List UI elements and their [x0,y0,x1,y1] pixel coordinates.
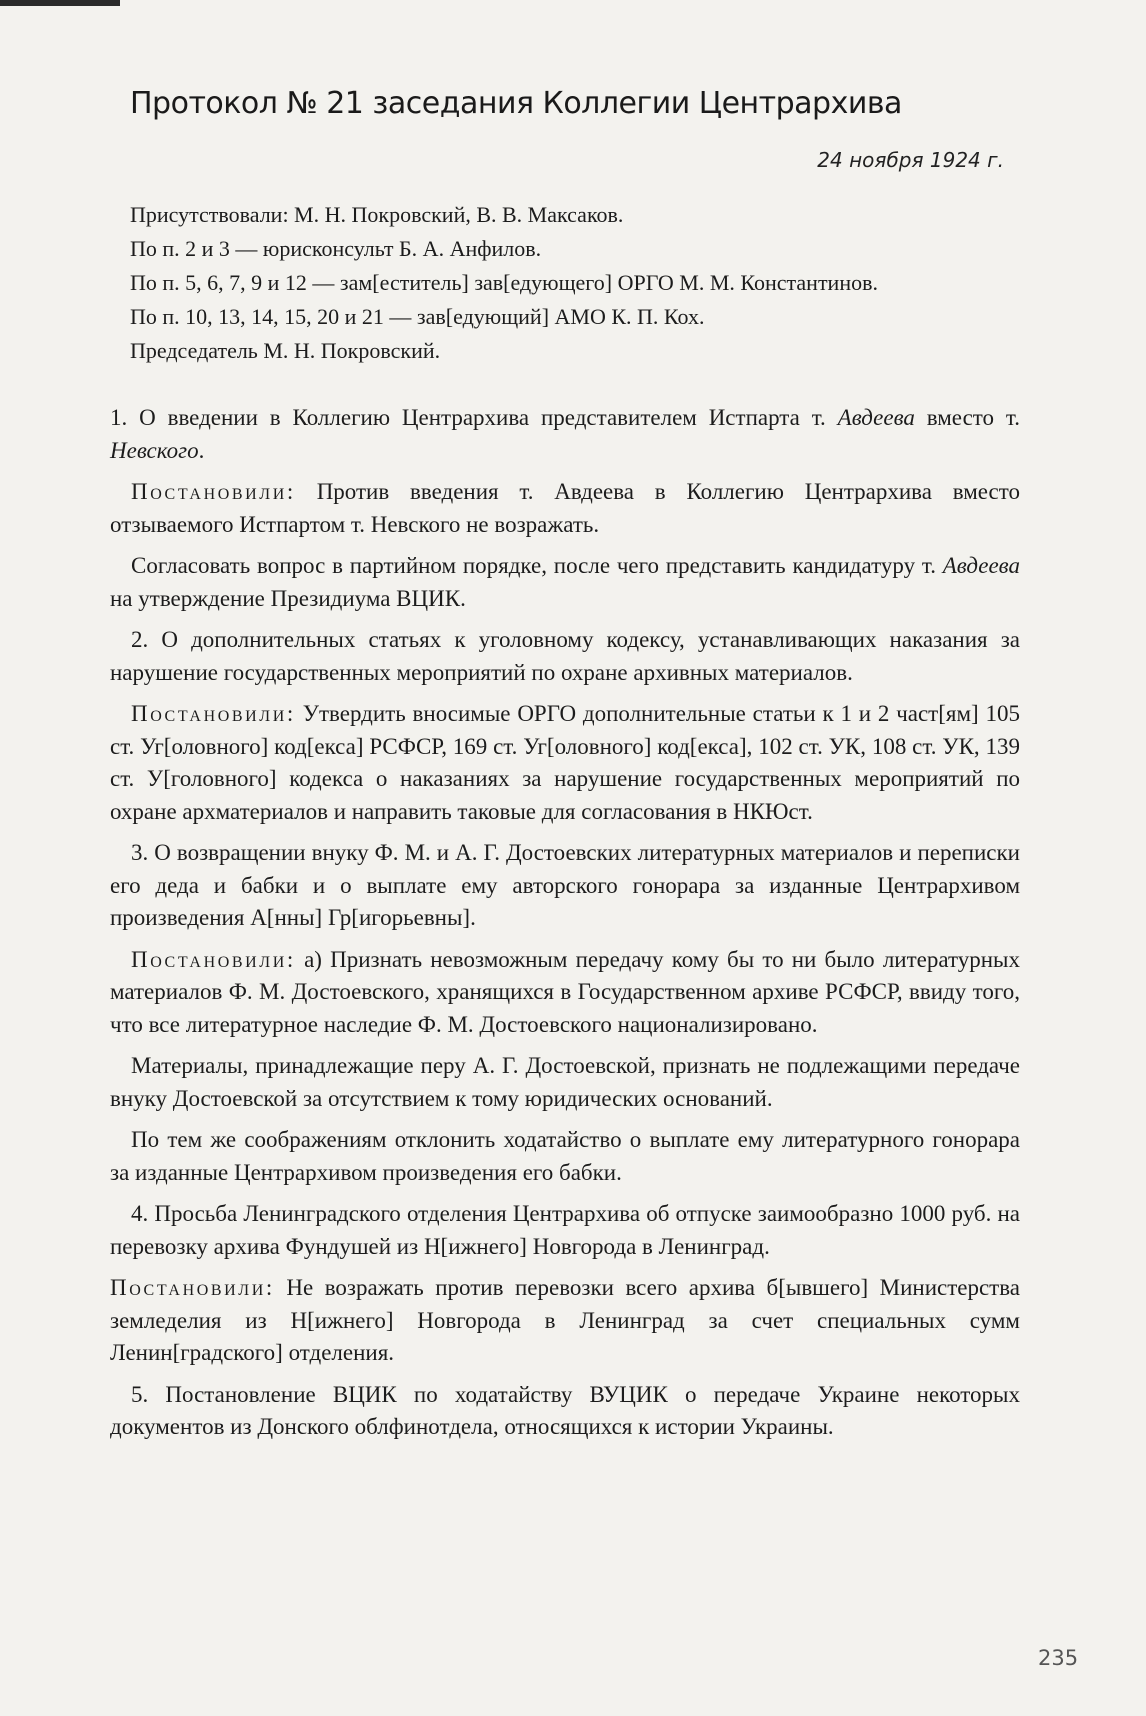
attendance-items-5-12: По п. 5, 6, 7, 9 и 12 — зам[еститель] зав[едующего] ОРГО М. М. Константинов. [130,270,878,295]
meeting-date: 24 ноября 1924 г. [817,148,1004,172]
resolved-label: Постановили: [131,479,296,504]
item-3-heading: 3. О возвращении внуку Ф. М. и А. Г. Достоевских литературных материалов и переписки его деда и бабки и о выплате ему авторского гонорара за изданные Центрархивом произведения А[нны] Гр[игорьевны]. [110,840,1020,930]
attendance-items-10-21: По п. 10, 13, 14, 15, 20 и 21 — зав[едующий] АМО К. П. Кох. [130,304,705,329]
item-4-resolution: Постановили: Не возражать против перевозки всего архива б[ывшего] Министерства земледелия из Н[ижнего] Новгорода в Ленинград за счет специальных сумм Ленин[градского] отделения. [110,1275,1020,1365]
resolved-label: Постановили: [110,1275,275,1300]
item-4-heading: 4. Просьба Ленинградского отделения Центрархива об отпуске заимообразно 1000 руб. на перевозку архива Фундушей из Н[ижнего] Новгорода в Ленинград. [110,1201,1020,1259]
item-5-heading: 5. Постановление ВЦИК по ходатайству ВУЦИК о передаче Украине некоторых документов из Донского облфинотдела, относящихся к истории Украины. [110,1381,1020,1439]
document-title: Протокол № 21 заседания Коллегии Центрархива [130,86,902,121]
item-2-heading: 2. О дополнительных статьях к уголовному кодексу, устанавливающих наказания за нарушение государственных мероприятий по охране архивных материалов. [110,627,1020,685]
item-1-heading: 1. О введении в Коллегию Центрархива представителем Истпарта т. Авдеева вместо т. Невского. [110,405,1020,463]
attendance-present: Присутствовали: М. Н. Покровский, В. В. Максаков. [130,202,624,227]
item-2-resolution: Постановили: Утвердить вносимые ОРГО дополнительные статьи к 1 и 2 част[ям] 105 ст. Уг[оловного] код[екса] РСФСР, 169 ст. Уг[оловного] код[екса], 102 ст. УК, 108 ст. УК, 139 ст. У[головного] кодекса о наказаниях за нарушение государственных мероприятий по охране архматериалов и направить таковые для согласования в НКЮст. [110,701,1020,824]
item-3-resolution: Постановили: а) Признать невозможным передачу кому бы то ни было литературных материалов Ф. М. Достоевского, хранящихся в Государственном архиве РСФСР, ввиду того, что все литературное наследие Ф. М. Достоевского национализировано. [110,946,1020,1037]
resolved-label: Постановили: [131,946,296,972]
resolved-label: Постановили: [131,701,296,726]
page-number: 235 [1038,1646,1079,1670]
attendance-list [130,198,878,368]
item-1-resolution: Постановили: Против введения т. Авдеева в Коллегию Центрархива вместо отзываемого Истпартом т. Невского не возражать. [110,479,1020,537]
name-avdeev: Авдеева [942,553,1020,578]
item-1-extra: Согласовать вопрос в партийном порядке, после чего представить кандидатуру т. Авдеева на утверждение Президиума ВЦИК. [110,553,1020,611]
attendance-chairman: Председатель М. Н. Покровский. [130,338,441,363]
name-avdeev: Авдеева [837,405,915,430]
item-3-paragraph-3: По тем же соображениям отклонить ходатайство о выплате ему литературного гонорара за изданные Центрархивом произведения его бабки. [110,1127,1020,1185]
name-nevsky: Невского [110,437,199,463]
item-3-paragraph-2: Материалы, принадлежащие перу А. Г. Достоевской, признать не подлежащими передаче внуку Достоевской за отсутствием к тому юридических оснований. [110,1053,1020,1111]
protocol-body [110,402,1020,1453]
attendance-items-2-3: По п. 2 и 3 — юрисконсульт Б. А. Анфилов. [130,236,542,261]
